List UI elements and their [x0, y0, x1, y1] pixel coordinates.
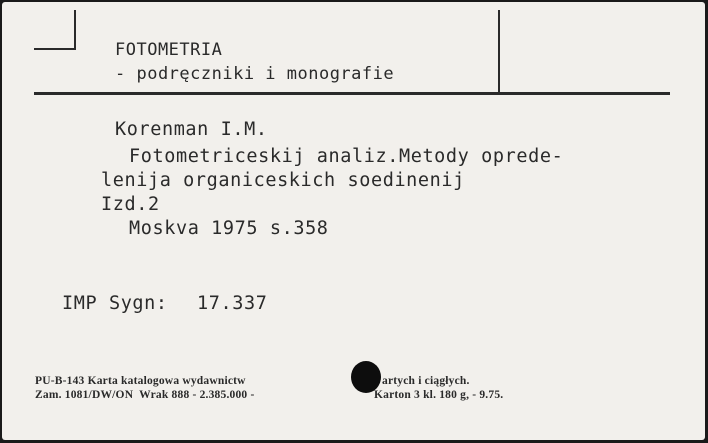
- footer-line2-right: Karton 3 kl. 180 g, - 9.75.: [374, 389, 504, 401]
- header-subtitle: - podręczniki i monografie: [115, 64, 395, 84]
- catalog-card: [2, 2, 705, 440]
- header-title: FOTOMETRIA: [115, 40, 223, 60]
- entry-imprint: Moskva 1975 s.358: [129, 218, 329, 239]
- entry-edition: Izd.2: [101, 194, 160, 215]
- footer-line2-left: Zam. 1081/DW/ON Wrak 888 - 2.385.000 -: [35, 389, 255, 401]
- header-bottom-rule: [34, 92, 670, 95]
- header-left-rule: [34, 48, 76, 50]
- footer-line1-right: artych i ciągłych.: [382, 375, 470, 387]
- entry-author: Korenman I.M.: [115, 119, 268, 140]
- entry-title-line2: lenija organiceskich soedinenij: [101, 170, 465, 191]
- header-left-tick: [74, 10, 76, 50]
- signature-value: 17.337: [197, 293, 268, 314]
- entry-title-line1: Fotometriceskij analiz.Metody oprede-: [129, 146, 564, 167]
- signature-label: IMP Sygn:: [62, 293, 168, 314]
- footer-line1-left: PU-B-143 Karta katalogowa wydawnictw: [35, 375, 246, 387]
- punch-hole: [351, 361, 381, 393]
- header-right-divider: [498, 10, 500, 94]
